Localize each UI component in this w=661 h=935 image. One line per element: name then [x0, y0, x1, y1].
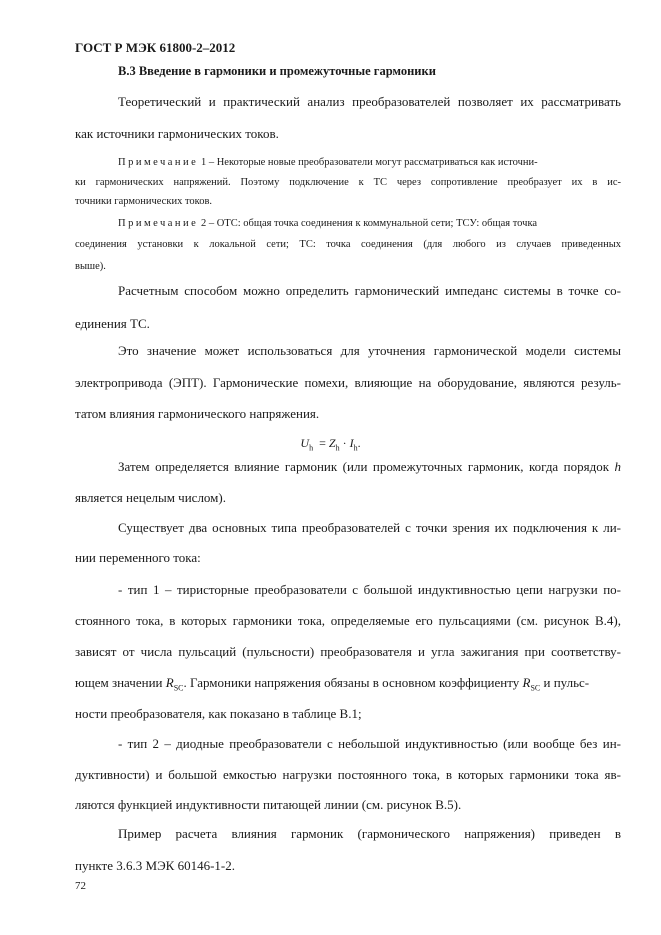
- formula-eq: =: [319, 436, 326, 450]
- note-text: 2 – ОТС: общая точка соединения к коммунальной сети; ТСУ: общая точка: [200, 218, 538, 229]
- formula-dot: ·: [342, 436, 347, 450]
- paragraph-line: Это значение может использоваться для уточнения гармонической модели системы: [118, 343, 621, 358]
- paragraph-line: татом влияния гармонического напряжения.: [75, 406, 320, 421]
- type1-text: ющем значении: [75, 675, 163, 690]
- paragraph-line: Пример расчета влияния гармоник (гармонического напряжения) приведен в: [118, 826, 621, 841]
- note-1-line: ки гармонических напряжений. Поэтому подключение к ТС через сопротивление преобразует их в ис-: [75, 177, 621, 188]
- formula-i: I: [349, 436, 354, 450]
- note-1-line: точники гармонических токов.: [75, 196, 213, 207]
- type2-line: ляются функцией индуктивности питающей линии (см. рисунок В.5).: [75, 797, 462, 812]
- document-header: ГОСТ Р МЭК 61800-2–2012: [75, 40, 236, 55]
- page-number: 72: [75, 880, 86, 892]
- formula-z: Z: [328, 436, 336, 450]
- paragraph-line: [118, 459, 621, 475]
- paragraph-line: пункте 3.6.3 МЭК 60146-1-2.: [75, 858, 235, 873]
- section-title: В.3 Введение в гармоники и промежуточные гармоники: [118, 64, 436, 78]
- type1-line: зависят от числа пульсаций (пульсности) преобразователя и угла зажигания при соответству-: [75, 644, 621, 659]
- r-sc-subscript: SC: [530, 683, 541, 693]
- harmonic-voltage-formula: [0, 436, 661, 452]
- type2-line: дуктивности) и большой емкостью нагрузки постоянного тока, в которых гармоники тока яв-: [75, 767, 621, 782]
- paragraph-line: как источники гармонических токов.: [75, 126, 279, 141]
- note-label: Примечание: [118, 157, 199, 168]
- variable-h: h: [614, 459, 622, 474]
- paragraph-line: является нецелым числом).: [75, 490, 226, 505]
- paragraph-line: Расчетным способом можно определить гармонический импеданс системы в точке со-: [118, 283, 621, 298]
- paragraph-line: нии переменного тока:: [75, 550, 201, 565]
- paragraph-line: Теоретический и практический анализ преобразователей позволяет их рассматривать: [118, 94, 621, 109]
- r-sc-symbol: R: [165, 675, 174, 690]
- formula-u: U: [300, 436, 310, 450]
- paragraph-text: Затем определяется влияние гармоник (или промежуточных гармоник, когда порядок: [118, 459, 610, 474]
- type2-line: - тип 2 – диодные преобразователи с небольшой индуктивностью (или вообще без ин-: [118, 736, 621, 751]
- type1-line: стоянного тока, в которых гармоники тока, определяемые его пульсациями (см. рисунок В.4),: [75, 613, 621, 628]
- type1-text: . Гармоники напряжения обязаны в основном коэффициенту: [183, 675, 520, 690]
- type1-text: и пульс-: [543, 675, 590, 690]
- type1-line: - тип 1 – тиристорные преобразователи с большой индуктивностью цепи нагрузки по-: [118, 582, 621, 597]
- formula-end: .: [357, 436, 361, 450]
- note-2-line: [118, 218, 621, 229]
- note-1-line: [118, 157, 621, 168]
- note-2-line: выше).: [75, 261, 106, 272]
- paragraph-line: единения ТС.: [75, 316, 150, 331]
- formula-sub: h: [309, 443, 314, 453]
- r-sc-symbol: R: [522, 675, 531, 690]
- paragraph-line: Существует два основных типа преобразователей с точки зрения их подключения к ли-: [118, 520, 621, 535]
- type1-line: [75, 675, 621, 693]
- note-text: 1 – Некоторые новые преобразователи могут рассматриваться как источни-: [200, 157, 538, 168]
- paragraph-line: электропривода (ЭПТ). Гармонические помехи, влияющие на оборудование, являются резуль-: [75, 375, 621, 390]
- type1-line: ности преобразователя, как показано в таблице В.1;: [75, 706, 362, 721]
- r-sc-subscript: SC: [173, 683, 184, 693]
- formula-sub: h: [335, 443, 340, 453]
- note-2-line: соединения установки к локальной сети; ТС: точка соединения (для любого из случаев приведенных: [75, 239, 621, 250]
- formula-sub: h: [353, 443, 358, 453]
- note-label: Примечание: [118, 218, 199, 229]
